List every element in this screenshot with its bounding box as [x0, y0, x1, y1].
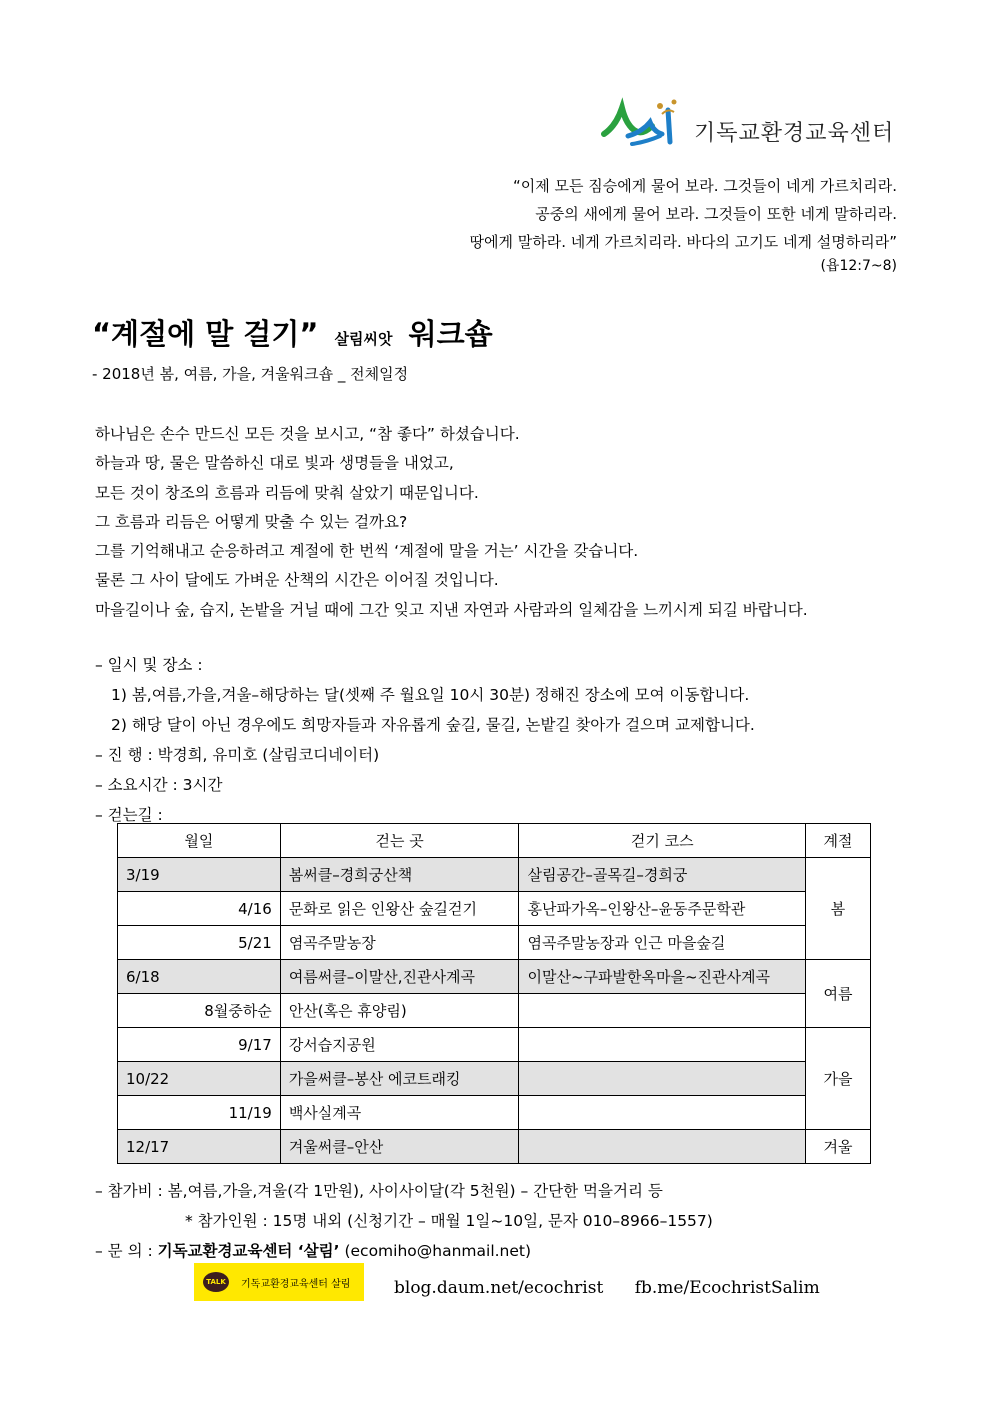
table-header: 월일 — [118, 824, 281, 858]
table-row — [118, 994, 871, 1028]
page-subtitle: - 2018년 봄, 여름, 가을, 겨울워크숍 _ 전체일정 — [92, 365, 409, 383]
season-cell: 겨울 — [806, 1130, 871, 1164]
place-cell: 여름써클–이말산,진관사계곡 — [280, 960, 519, 994]
table-header-row — [118, 824, 871, 858]
kakaotalk-channel-badge[interactable] — [194, 1263, 364, 1301]
place-cell: 가을써클–봉산 에코트래킹 — [280, 1062, 519, 1096]
place-cell: 문화로 읽은 인왕산 숲길걷기 — [280, 892, 519, 926]
date-cell: 11/19 — [118, 1096, 281, 1130]
route-label: – 걷는길 : — [95, 806, 163, 824]
quote-reference: (욥12:7~8) — [820, 258, 897, 274]
season-cell: 봄 — [806, 858, 871, 960]
course-cell — [519, 1062, 806, 1096]
host-line: – 진 행 : 박경희, 유미호 (살림코디네이터) — [95, 746, 380, 764]
season-cell: 여름 — [806, 960, 871, 1028]
blog-link[interactable]: blog.daum.net/ecochrist — [394, 1278, 604, 1298]
intro-paragraph — [95, 420, 808, 625]
intro-line: 모든 것이 창조의 흐름과 리듬에 맞춰 살았기 때문입니다. — [95, 483, 479, 502]
table-row — [118, 1096, 871, 1130]
table-header: 걷기 코스 — [519, 824, 806, 858]
date-cell: 10/22 — [118, 1062, 281, 1096]
place-cell: 겨울써클–안산 — [280, 1130, 519, 1164]
datetime-label: – 일시 및 장소 : — [95, 656, 203, 674]
quote-line: 공중의 새에게 물어 보라. 그것들이 또한 네게 말하리라. — [535, 205, 897, 223]
facebook-link[interactable]: fb.me/EcochristSalim — [634, 1278, 820, 1298]
course-cell — [519, 994, 806, 1028]
fee-section — [95, 1176, 713, 1266]
contact-prefix: – 문 의 : — [95, 1242, 153, 1260]
info-section — [95, 650, 755, 830]
contact-org: 기독교환경교육센터 ‘살림’ — [157, 1242, 340, 1260]
intro-line: 그를 기억해내고 순응하려고 계절에 한 번씩 ‘계절에 말을 거는’ 시간을 갖습니다. — [95, 542, 639, 561]
place-cell: 강서습지공원 — [280, 1028, 519, 1062]
salim-logo-icon — [598, 96, 690, 152]
place-cell: 봄써클–경희궁산책 — [280, 858, 519, 892]
date-cell: 12/17 — [118, 1130, 281, 1164]
table-row — [118, 1130, 871, 1164]
scripture-quote — [470, 172, 897, 276]
place-cell: 안산(혹은 휴양림) — [280, 994, 519, 1028]
table-row — [118, 926, 871, 960]
table-header: 걷는 곳 — [280, 824, 519, 858]
links — [394, 1278, 820, 1298]
schedule-table — [117, 823, 871, 1164]
season-cell: 가을 — [806, 1028, 871, 1130]
contact-line — [95, 1236, 713, 1266]
intro-line: 하나님은 손수 만드신 모든 것을 보시고, “참 좋다” 하셨습니다. — [95, 425, 520, 443]
title-main: “계절에 말 걸기” — [92, 317, 319, 351]
table-row — [118, 892, 871, 926]
table-header: 계절 — [806, 824, 871, 858]
title-small: 살림씨앗 — [334, 330, 393, 348]
course-cell: 홍난파가옥–인왕산–윤동주문학관 — [519, 892, 806, 926]
logo-text: 기독교환경교육센터 — [694, 121, 895, 146]
date-cell: 6/18 — [118, 960, 281, 994]
intro-line: 그 흐름과 리듬은 어떻게 맞출 수 있는 걸까요? — [95, 512, 408, 531]
place-cell: 염곡주말농장 — [280, 926, 519, 960]
intro-line: 마을길이나 숲, 습지, 논밭을 거닐 때에 그간 잊고 지낸 자연과 사람과의 일체감을 느끼시게 되길 바랍니다. — [95, 600, 808, 619]
quote-line: “이제 모든 짐승에게 물어 보라. 그것들이 네게 가르치리라. — [513, 177, 897, 195]
date-cell: 3/19 — [118, 858, 281, 892]
table-row — [118, 858, 871, 892]
course-cell: 살림공간–골목길–경희궁 — [519, 858, 806, 892]
date-cell: 4/16 — [118, 892, 281, 926]
contact-email[interactable]: (ecomiho@hanmail.net) — [344, 1242, 532, 1260]
title-tail: 워크숍 — [408, 317, 493, 351]
intro-line: 물론 그 사이 달에도 가벼운 산책의 시간은 이어질 것입니다. — [95, 571, 499, 590]
course-cell — [519, 1028, 806, 1062]
fee-line: – 참가비 : 봄,여름,가을,겨울(각 1만원), 사이사이달(각 5천원) – 간단한 먹을거리 등 — [95, 1182, 663, 1200]
date-cell: 9/17 — [118, 1028, 281, 1062]
course-cell: 이말산~구파발한옥마을~진관사계곡 — [519, 960, 806, 994]
participants-note: * 참가인원 : 15명 내외 (신청기간 – 매월 1일~10일, 문자 010–8966–1557) — [185, 1212, 713, 1230]
intro-line: 하늘과 땅, 물은 말씀하신 대로 빛과 생명들을 내었고, — [95, 454, 454, 473]
course-cell: 염곡주말농장과 인근 마을숲길 — [519, 926, 806, 960]
page-title — [92, 312, 493, 353]
table-row — [118, 1062, 871, 1096]
datetime-item: 2) 해당 달이 아닌 경우에도 희망자들과 자유롭게 숲길, 물길, 논밭길 찾아가 걸으며 교제합니다. — [111, 716, 755, 734]
table-row — [118, 960, 871, 994]
kakaotalk-icon: TALK — [203, 1272, 229, 1292]
date-cell: 8월중하순 — [118, 994, 281, 1028]
place-cell: 백사실계곡 — [280, 1096, 519, 1130]
logo — [598, 96, 898, 152]
datetime-item: 1) 봄,여름,가을,겨울–해당하는 달(셋째 주 월요일 10시 30분) 정해진 장소에 모여 이동합니다. — [111, 686, 750, 704]
course-cell — [519, 1096, 806, 1130]
date-cell: 5/21 — [118, 926, 281, 960]
table-row — [118, 1028, 871, 1062]
duration-line: – 소요시간 : 3시간 — [95, 776, 223, 794]
kakaotalk-label: 기독교환경교육센터 살림 — [241, 1278, 351, 1290]
course-cell — [519, 1130, 806, 1164]
quote-line: 땅에게 말하라. 네게 가르치리라. 바다의 고기도 네게 설명하리라” — [469, 233, 897, 251]
